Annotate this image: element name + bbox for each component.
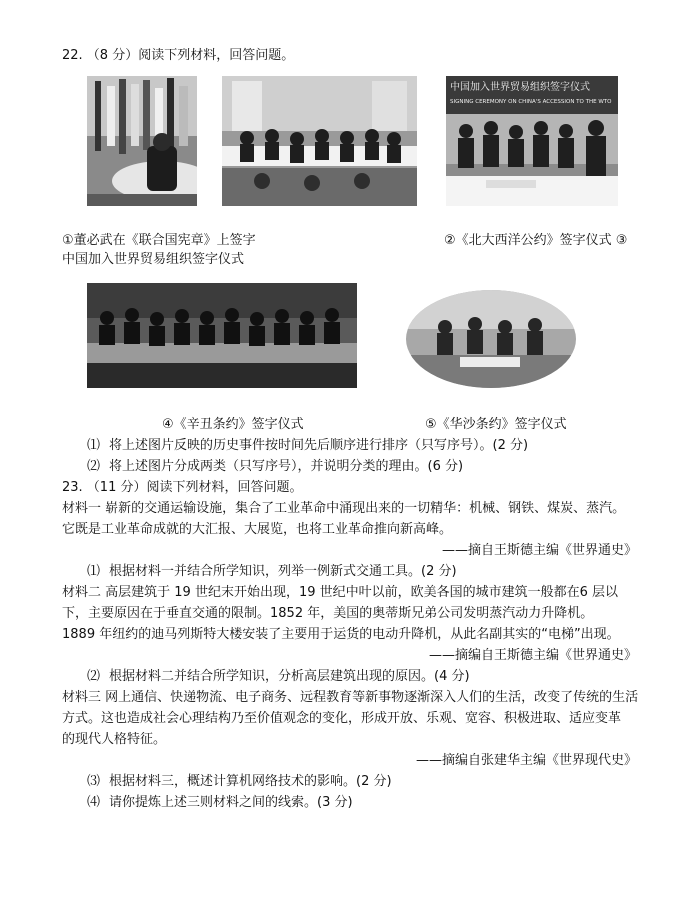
q23-question-2-num: ⑵ — [87, 669, 101, 684]
photo3-banner-en: SIGNING CEREMONY ON CHINA'S ACCESSION TO THE WTO — [450, 99, 612, 105]
q22-question-1: 将上述图片反映的历史事件按时间先后顺序进行排序（只写序号）。(2 分) — [109, 438, 529, 453]
material-2-line-3: 1889 年纽约的迪马列斯特大楼安装了主要用于运货的电动升降机，从此名副其实的“电梯”出现。 — [62, 627, 620, 642]
photo-wto-accession — [446, 76, 618, 206]
photo-nato-treaty — [222, 76, 417, 206]
caption-photo-2: ②《北大西洋公约》签字仪式 ③ — [444, 233, 628, 248]
q23-question-1: 根据材料一并结合所学知识，列举一例新式交通工具。(2 分) — [109, 564, 457, 579]
material-3-line-2: 方式。这也造成社会心理结构乃至价值观念的变化，形成开放、乐观、宽容、积极进取、适应变革 — [62, 711, 622, 726]
material-2-line-2: 下，主要原因在于垂直交通的限制。1852 年，美国的奥蒂斯兄弟公司发明蒸汽动力升降机。 — [62, 606, 594, 621]
photo-un-charter — [87, 76, 197, 206]
q23-question-2: 根据材料二并结合所学知识，分析高层建筑出现的原因。(4 分) — [109, 669, 470, 684]
photo-boxer-protocol — [87, 283, 357, 388]
q23-question-3-num: ⑶ — [87, 774, 101, 789]
material-1-line-2: 它既是工业革命成就的大汇报、大展览，也将工业革命推向新高峰。 — [62, 522, 453, 537]
q22-question-1-num: ⑴ — [87, 438, 101, 453]
q23-question-4: 请你提炼上述三则材料之间的线索。(3 分) — [109, 795, 353, 810]
q22-question-2-num: ⑵ — [87, 459, 101, 474]
material-3-source: ——摘编自张建华主编《世界现代史》 — [415, 753, 637, 768]
material-2-source: ——摘编自王斯德主编《世界通史》 — [428, 648, 637, 663]
q22-question-2: 将上述图片分成两类（只写序号），并说明分类的理由。(6 分) — [109, 459, 464, 474]
caption-photo-5: ⑤《华沙条约》签字仪式 — [425, 417, 567, 432]
material-2-line-1: 材料二 高层建筑于 19 世纪末开始出现，19 世纪中叶以前，欧美各国的城市建筑一般都在6 层以 — [62, 585, 619, 600]
material-3-line-3: 的现代人格特征。 — [62, 732, 167, 747]
caption-photo-4: ④《辛丑条约》签字仪式 — [162, 417, 304, 432]
caption-photo-3: 中国加入世界贸易组织签字仪式 — [62, 252, 245, 267]
q22-header: 22. （8 分）阅读下列材料，回答问题。 — [62, 48, 295, 63]
material-1-source: ——摘自王斯德主编《世界通史》 — [441, 543, 637, 558]
material-1-line-1: 材料一 崭新的交通运输设施，集合了工业革命中涌现出来的一切精华：机械、钢铁、煤炭、蒸汽。 — [62, 501, 626, 516]
q23-question-3: 根据材料三，概述计算机网络技术的影响。(2 分) — [109, 774, 392, 789]
q23-question-1-num: ⑴ — [87, 564, 101, 579]
material-3-line-1: 材料三 网上通信、快递物流、电子商务、远程教育等新事物逐渐深入人们的生活，改变了传统的生活 — [62, 690, 639, 705]
q23-question-4-num: ⑷ — [87, 795, 101, 810]
q23-header: 23. （11 分）阅读下列材料，回答问题。 — [62, 480, 303, 495]
photo-warsaw-pact — [405, 289, 577, 389]
photo3-banner-cn: 中国加入世界贸易组织签字仪式 — [450, 82, 590, 93]
caption-photo-1: ①董必武在《联合国宪章》上签字 — [62, 233, 256, 248]
